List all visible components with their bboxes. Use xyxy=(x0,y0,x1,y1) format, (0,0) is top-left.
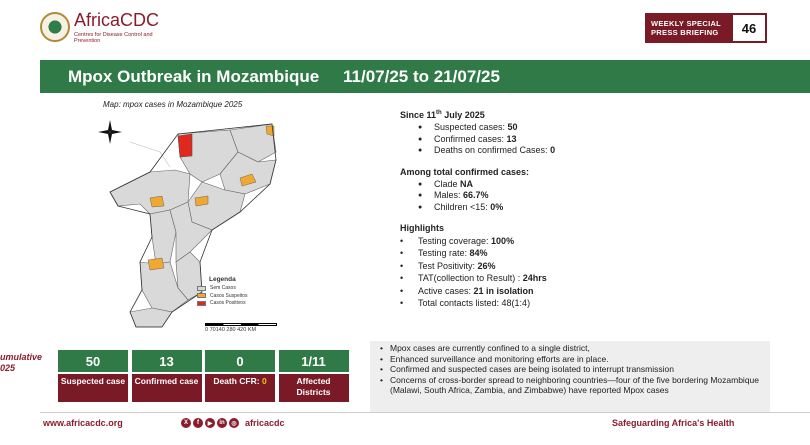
social-handle[interactable]: africacdc xyxy=(245,418,285,428)
item-value: 50 xyxy=(507,122,518,132)
box-value: 1/11 xyxy=(279,350,349,372)
item-value: 0% xyxy=(490,201,504,212)
youtube-icon[interactable]: ▶ xyxy=(205,418,215,428)
legend-label: Casos Positivos xyxy=(210,300,246,306)
box-label: Affected Districts xyxy=(279,374,349,402)
africa-cdc-emblem-icon xyxy=(40,12,70,42)
north-arrow-icon xyxy=(98,120,122,144)
map-caption: Map: mpox cases in Mozambique 2025 xyxy=(103,100,243,109)
item-label: Clade xyxy=(434,178,461,189)
list-item xyxy=(400,235,640,247)
list-item xyxy=(400,260,640,272)
social-links xyxy=(181,418,285,428)
tagline: Safeguarding Africa's Health xyxy=(612,418,735,428)
box-label: Suspected case xyxy=(58,374,128,402)
confirmed-list xyxy=(418,179,640,214)
item-label: Suspected cases: xyxy=(434,122,508,132)
list-item xyxy=(418,122,640,134)
district-suspected-gz xyxy=(148,258,164,270)
confirmed-title: Among total confirmed cases: xyxy=(400,166,530,177)
x-icon[interactable]: X xyxy=(181,418,191,428)
districts-box xyxy=(279,350,349,402)
org-subtitle: Centres for Disease Control and Prevention xyxy=(74,32,153,44)
highlights-list xyxy=(400,235,640,309)
legend-swatch xyxy=(197,293,206,298)
list-item xyxy=(418,202,640,214)
press-briefing-label: WEEKLY SPECIAL PRESS BRIEFING xyxy=(647,15,733,41)
item-value: 13 xyxy=(506,133,517,144)
slide-number: 46 xyxy=(733,15,765,41)
org-name: AfricaCDC xyxy=(74,10,160,30)
item-value: 0 xyxy=(550,145,556,155)
cfr-label: Death CFR: xyxy=(213,376,262,386)
since-title-sup: th xyxy=(436,110,442,116)
since-title xyxy=(400,110,640,120)
africa-cdc-logo xyxy=(40,10,190,50)
title-bar xyxy=(40,60,810,93)
note-item: • Concerns of cross-border spread to neighboring countries—four of the five bordering Mozambique (Malawi, South Africa, Zambia, and Zimbabwe) have reported Mpox cases xyxy=(380,375,764,396)
item-label: Confirmed cases: xyxy=(434,133,507,144)
item-label: TAT(collection to Result) : xyxy=(418,273,523,284)
box-value: 50 xyxy=(58,350,128,372)
item-label: Active cases: xyxy=(418,285,474,296)
footer-divider xyxy=(40,412,810,413)
facebook-icon[interactable]: f xyxy=(193,418,203,428)
list-item xyxy=(418,179,640,191)
press-briefing-badge xyxy=(645,13,767,43)
since-list xyxy=(418,122,640,157)
confirmed-box xyxy=(132,350,202,402)
legend-swatch xyxy=(197,301,206,306)
notes-box xyxy=(370,341,770,413)
legend-label: Sem Casos xyxy=(210,285,236,291)
note-item: • Confirmed and suspected cases are being isolated to interrupt transmission xyxy=(380,364,764,375)
since-title-suffix: July 2025 xyxy=(441,110,485,120)
item-value: 66.7% xyxy=(463,190,489,200)
legend-swatch xyxy=(197,286,206,291)
legend-title: Legenda xyxy=(209,276,236,283)
item-value: 26% xyxy=(477,260,496,271)
cfr-value: 0 xyxy=(261,376,267,386)
item-label: Testing rate: xyxy=(418,248,470,259)
cumulative-boxes xyxy=(58,350,352,402)
item-value: 24hrs xyxy=(522,273,547,284)
list-item xyxy=(418,190,640,202)
list-item xyxy=(418,134,640,146)
note-item: • Mpox cases are currently confined to a single district, xyxy=(380,343,764,354)
district-positive xyxy=(178,134,192,157)
legend-item-no-cases xyxy=(197,285,248,291)
note-item: • Enhanced surveillance and monitoring efforts are in place. xyxy=(380,354,764,365)
death-box xyxy=(205,350,275,402)
cumulative-label: umulative 025 xyxy=(0,352,43,373)
legend-item-positive xyxy=(197,300,248,306)
slide-title: Mpox Outbreak in Mozambique xyxy=(68,67,320,86)
box-label xyxy=(205,374,275,402)
box-value: 0 xyxy=(205,350,275,372)
item-value: 84% xyxy=(469,248,488,259)
list-item xyxy=(400,285,640,297)
instagram-icon[interactable]: ◎ xyxy=(229,418,239,428)
website-link[interactable]: www.africacdc.org xyxy=(43,418,123,428)
box-label: Confirmed case xyxy=(132,374,202,402)
legend-item-suspected xyxy=(197,293,248,299)
map-scale xyxy=(205,323,277,333)
box-value: 13 xyxy=(132,350,202,372)
slide-date-range: 11/07/25 to 21/07/25 xyxy=(343,67,500,86)
province-maputo xyxy=(130,308,172,327)
linkedin-icon[interactable]: in xyxy=(217,418,227,428)
stats-panel xyxy=(400,110,640,309)
item-label: Testing coverage: xyxy=(418,236,492,246)
item-value: 48(1:4) xyxy=(501,298,531,309)
district-suspected-zb xyxy=(195,196,208,206)
map-legend xyxy=(197,276,248,308)
item-value: 100% xyxy=(491,236,515,246)
scale-label: 0 70140 280 420 KM xyxy=(205,327,257,333)
list-item xyxy=(400,297,640,309)
list-item xyxy=(400,272,640,284)
since-title-prefix: Since 11 xyxy=(400,110,437,120)
item-label: Test Positivity: xyxy=(418,260,478,271)
scale-bar xyxy=(205,323,277,326)
item-value: NA xyxy=(460,178,474,189)
item-label: Children <15: xyxy=(434,201,491,212)
item-label: Deaths on confirmed Cases: xyxy=(434,145,551,155)
list-item xyxy=(418,145,640,157)
district-suspected-tt xyxy=(150,196,164,207)
item-value: 21 in isolation xyxy=(473,285,534,296)
suspected-box xyxy=(58,350,128,402)
legend-label: Casos Suspeitos xyxy=(210,292,248,299)
item-label: Total contacts listed: xyxy=(418,298,502,309)
list-item xyxy=(400,247,640,259)
highlights-title: Highlights xyxy=(400,223,444,233)
item-label: Males: xyxy=(434,190,464,200)
